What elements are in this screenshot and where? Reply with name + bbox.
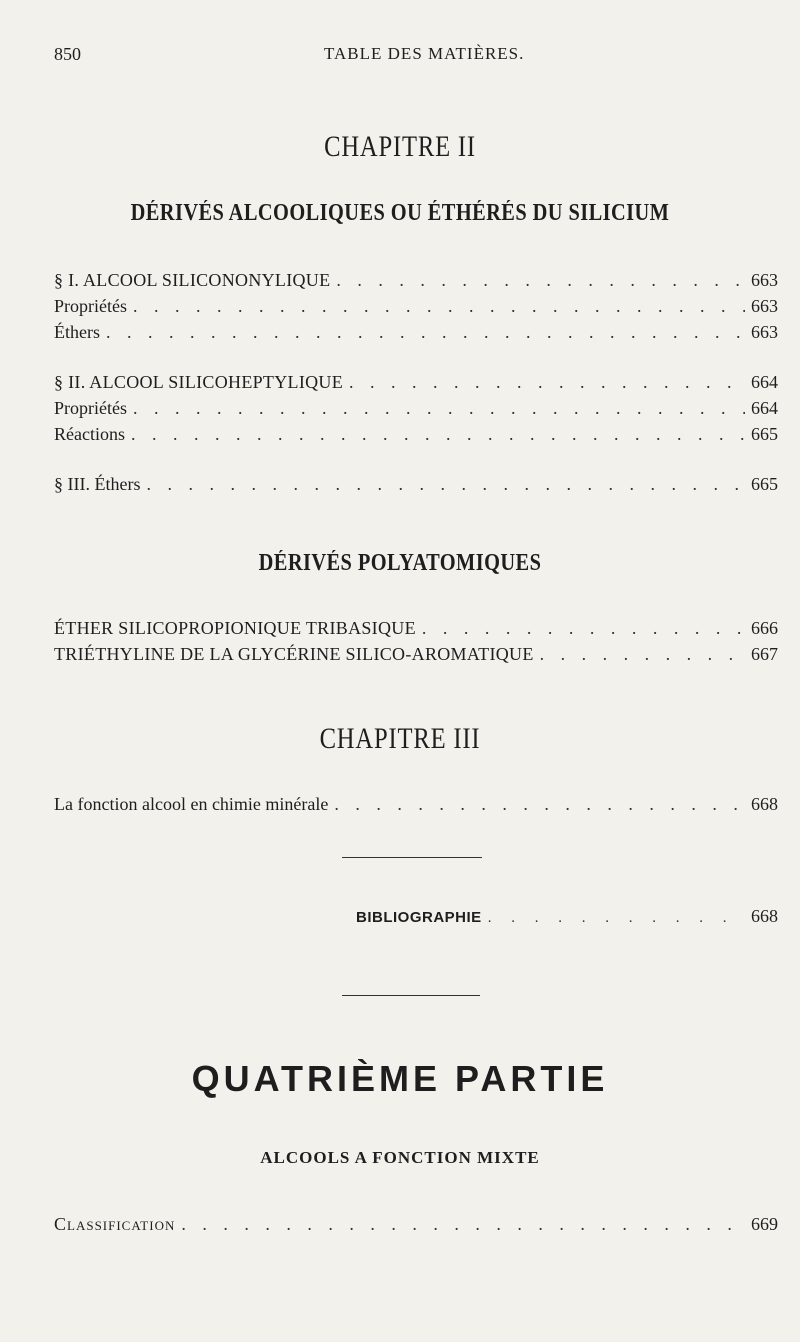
polyatomic-subtitle: DÉRIVÉS POLYATOMIQUES xyxy=(258,550,542,576)
running-title: TABLE DES MATIÈRES. xyxy=(324,44,525,63)
toc-entry xyxy=(54,794,778,820)
toc-entry-page: 664 xyxy=(751,398,778,418)
dot-leader xyxy=(106,322,745,343)
dot-leader xyxy=(181,1214,745,1235)
page-header xyxy=(54,44,770,68)
toc-entry-label: La fonction alcool en chimie minérale xyxy=(54,794,329,814)
bibliography-page: 668 xyxy=(751,906,778,926)
part-4-title: QUATRIÈME PARTIE xyxy=(191,1058,609,1099)
bibliography-label: BIBLIOGRAPHIE xyxy=(356,909,482,926)
toc-entry-page: 663 xyxy=(751,270,778,290)
toc-entry-label: Éthers xyxy=(54,322,100,342)
bibliography-entry xyxy=(356,906,778,932)
toc-entry-page: 669 xyxy=(751,1214,778,1234)
toc-entry-page: 663 xyxy=(751,322,778,342)
toc-entry-label: TRIÉTHYLINE DE LA GLYCÉRINE SILICO-AROMATIQUE xyxy=(54,644,534,664)
toc-entry-page: 664 xyxy=(751,372,778,392)
toc-entry-page: 667 xyxy=(751,644,778,664)
toc-entry-label: Réactions xyxy=(54,424,125,444)
toc-entry-label: § III. Éthers xyxy=(54,474,141,494)
toc-entry-label: Classification xyxy=(54,1214,176,1234)
dot-leader xyxy=(422,618,745,639)
toc-entry xyxy=(54,322,778,348)
toc-entry-label: § I. ALCOOL SILICONONYLIQUE xyxy=(54,270,331,290)
toc-entry-page: 666 xyxy=(751,618,778,638)
chapter-2-title: CHAPITRE II xyxy=(324,130,476,163)
toc-entry xyxy=(54,618,778,644)
chapter-2-subtitle: DÉRIVÉS ALCOOLIQUES OU ÉTHÉRÉS DU SILICIUM xyxy=(130,200,670,226)
dot-leader xyxy=(133,398,745,419)
toc-entry xyxy=(54,644,778,670)
dot-leader xyxy=(540,644,745,665)
toc-entry xyxy=(54,1214,778,1240)
dot-leader xyxy=(131,424,745,445)
toc-entry-label: ÉTHER SILICOPROPIONIQUE TRIBASIQUE xyxy=(54,618,416,638)
dot-leader xyxy=(146,474,745,495)
section-rule xyxy=(342,857,482,858)
dot-leader xyxy=(133,296,745,317)
toc-entry-page: 665 xyxy=(751,424,778,444)
dot-leader xyxy=(349,372,745,393)
toc-entry-page: 668 xyxy=(751,794,778,814)
toc-entry xyxy=(54,372,778,398)
part-4-subtitle: ALCOOLS A FONCTION MIXTE xyxy=(260,1148,540,1167)
toc-entry xyxy=(54,398,778,424)
toc-entry xyxy=(54,424,778,450)
section-rule xyxy=(342,995,480,996)
toc-entry-page: 663 xyxy=(751,296,778,316)
toc-entry xyxy=(54,296,778,322)
toc-entry-label: Propriétés xyxy=(54,398,127,418)
dot-leader xyxy=(488,910,745,927)
page-number: 850 xyxy=(54,44,81,64)
toc-entry-label: Propriétés xyxy=(54,296,127,316)
toc-entry-page: 665 xyxy=(751,474,778,494)
toc-entry xyxy=(54,270,778,296)
toc-entry xyxy=(54,474,778,500)
toc-entry-label: § II. ALCOOL SILICOHEPTYLIQUE xyxy=(54,372,344,392)
chapter-3-title: CHAPITRE III xyxy=(319,722,481,755)
dot-leader xyxy=(336,270,745,291)
dot-leader xyxy=(334,794,745,815)
